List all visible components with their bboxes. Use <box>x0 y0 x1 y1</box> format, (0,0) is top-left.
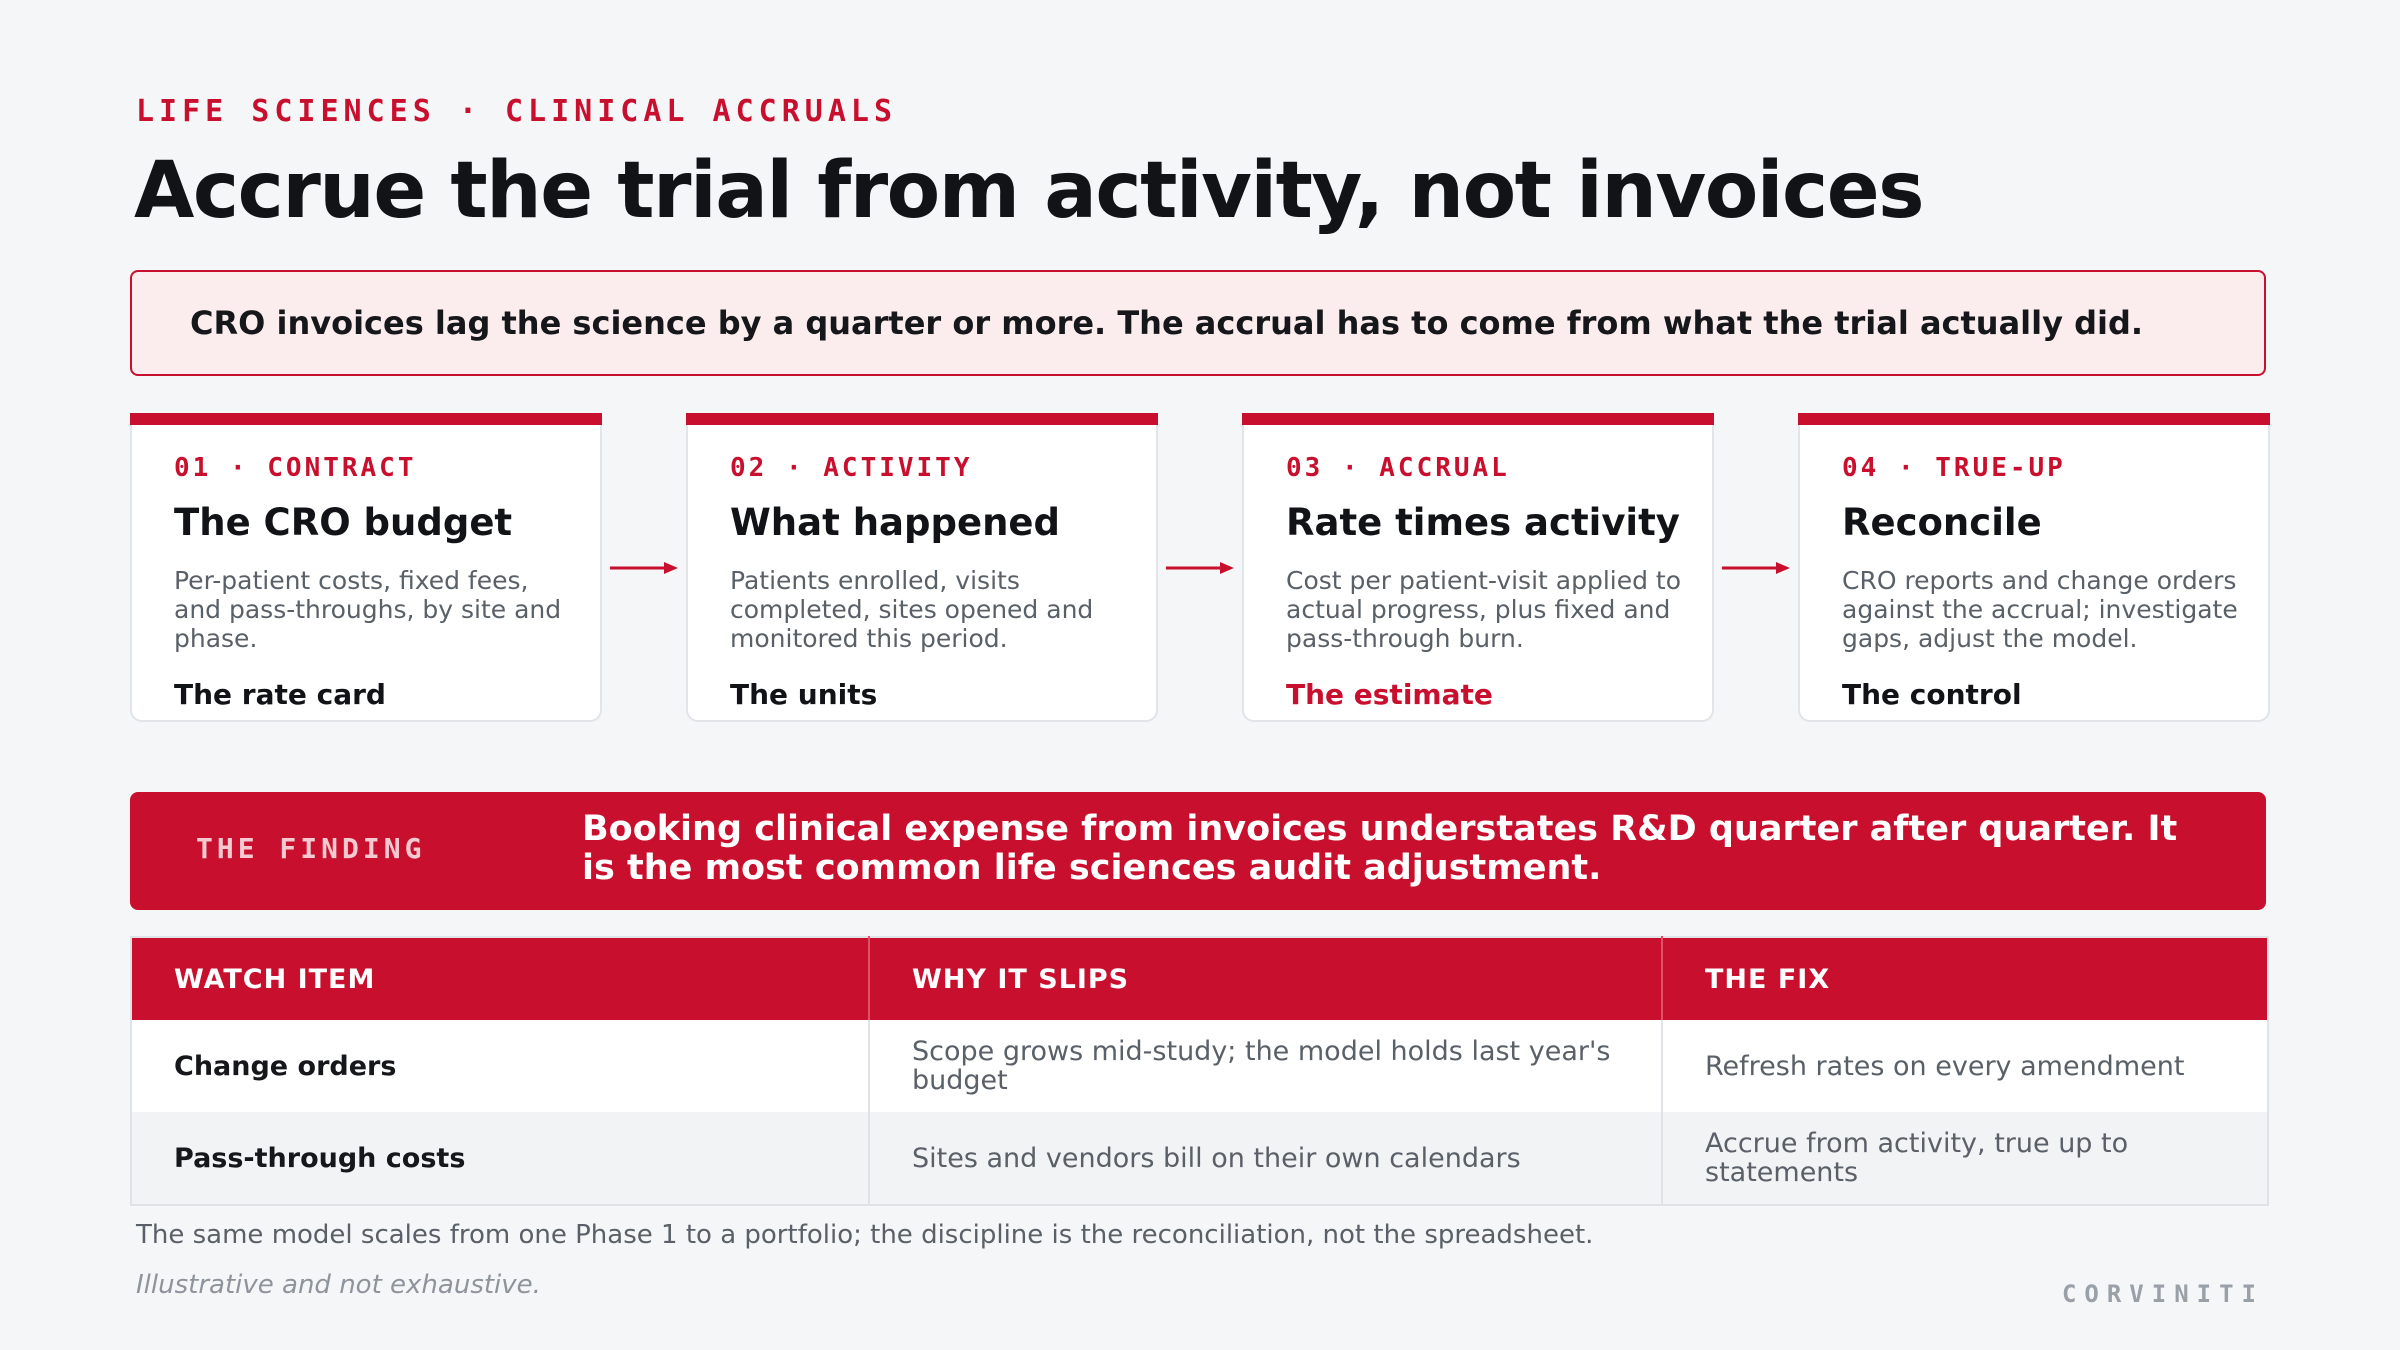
arrow-right-icon <box>610 560 678 576</box>
table-row <box>131 1112 2268 1205</box>
callout-text: CRO invoices lag the science by a quarter or more. The accrual has to come from what the trial actually did. <box>190 304 2144 342</box>
arrow-right-icon <box>1166 560 1234 576</box>
table-cell: Accrue from activity, true up to statements <box>1662 1112 2268 1205</box>
step-number: 04 · TRUE-UP <box>1842 453 2066 483</box>
column-header: THE FIX <box>1662 937 2268 1020</box>
step-card-true-up <box>1798 413 2270 722</box>
step-title: The CRO budget <box>174 501 513 544</box>
table-cell: Sites and vendors bill on their own calendars <box>869 1112 1662 1205</box>
step-result: The units <box>730 678 878 711</box>
step-title: Reconcile <box>1842 501 2042 544</box>
footnote: The same model scales from one Phase 1 to a portfolio; the discipline is the reconciliation, not the spreadsheet. <box>136 1220 1594 1250</box>
finding-text: Booking clinical expense from invoices understates R&D quarter after quarter. It is the most common life sciences audit adjustment. <box>582 809 2178 888</box>
table-row <box>131 1020 2268 1112</box>
table-cell: Scope grows mid-study; the model holds last year's budget <box>869 1020 1662 1112</box>
step-card-activity <box>686 413 1158 722</box>
arrow-right-icon <box>1722 560 1790 576</box>
finding-banner <box>130 792 2266 910</box>
step-description: CRO reports and change orders against the accrual; investigate gaps, adjust the model. <box>1842 566 2238 653</box>
step-number: 02 · ACTIVITY <box>730 453 973 483</box>
finding-label: THE FINDING <box>196 832 426 865</box>
watch-table <box>130 936 2269 1206</box>
table-cell: Change orders <box>131 1020 869 1112</box>
table-cell: Pass-through costs <box>131 1112 869 1205</box>
step-title: What happened <box>730 501 1060 544</box>
table-cell: Refresh rates on every amendment <box>1662 1020 2268 1112</box>
step-result: The estimate <box>1286 678 1493 711</box>
column-header: WATCH ITEM <box>131 937 869 1020</box>
step-description: Cost per patient-visit applied to actual progress, plus fixed and pass-through burn. <box>1286 566 1682 653</box>
step-result: The rate card <box>174 678 386 711</box>
step-card-accrual <box>1242 413 1714 722</box>
step-title: Rate times activity <box>1286 501 1680 544</box>
step-number: 01 · CONTRACT <box>174 453 417 483</box>
callout-box <box>130 270 2266 376</box>
column-header: WHY IT SLIPS <box>869 937 1662 1020</box>
step-description: Per-patient costs, fixed fees, and pass-throughs, by site and phase. <box>174 566 562 653</box>
eyebrow-label: LIFE SCIENCES · CLINICAL ACCRUALS <box>136 94 898 129</box>
step-number: 03 · ACCRUAL <box>1286 453 1510 483</box>
table-header-row <box>131 937 2268 1020</box>
disclaimer: Illustrative and not exhaustive. <box>136 1270 541 1300</box>
step-description: Patients enrolled, visits completed, sites opened and monitored this period. <box>730 566 1094 653</box>
page-title: Accrue the trial from activity, not invoices <box>134 146 1924 236</box>
step-card-contract <box>130 413 602 722</box>
brand-logo: CORVINITI <box>2061 1280 2264 1308</box>
step-result: The control <box>1842 678 2022 711</box>
